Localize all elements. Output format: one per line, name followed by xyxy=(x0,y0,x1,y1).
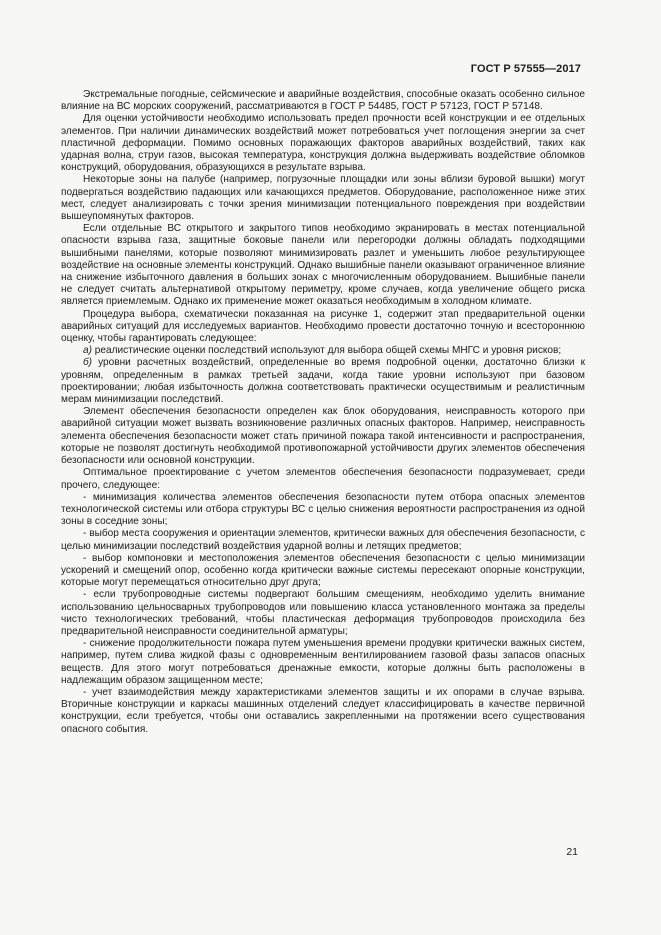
paragraph: Элемент обеспечения безопасности определен как блок оборудования, неисправность которого при аварийной ситуации может вызвать возникновение различных опасных факторов. Например, неисправность элемента обеспечения безопасности может стать причиной пожара такой интенсивности и распространения, которые не позволят достигнуть необходимой противопожарной устойчивости других элементов обеспечения безопасности или основной конструкции. xyxy=(61,406,585,467)
paragraph: Если отдельные ВС открытого и закрытого типов необходимо экранировать в местах потенциальной опасности взрыва газа, защитные боковые панели или перегородки должны обладать подходящими вышибными панелями, которые позволяют минимизировать разлет и уменьшить любое результирующее воздействие на основные элементы конструкций. Однако вышибные панели оказывают ограниченное влияние на снижение избыточного давления в больших зонах с многочисленным оборудованием. Вышибные панели не следует считать альтернативой открытому периметру, кроме случаев, когда увеличение общего риска является приемлемым. Однако их применение может оказаться необходимым в холодном климате. xyxy=(61,223,585,308)
paragraph: Для оценки устойчивости необходимо использовать предел прочности всей конструкции и ее отдельных элементов. При наличии динамических воздействий может потребоваться учет поглощения энергии за счет пластичной деформации. Помимо основных поражающих факторов аварийных воздействий, таких как ударная волна, струи газов, высокая температура, конструкция должна выдерживать воздействие обломков конструкций, оборудования, образующихся в результате взрыва. xyxy=(61,113,585,174)
paragraph: Процедура выбора, схематически показанная на рисунке 1, содержит этап предварительной оценки аварийных ситуаций для исследуемых вариантов. Необходимо провести достаточно точную и всестороннюю оценку, чтобы гарантировать следующее: xyxy=(61,308,585,345)
list-item-text: уровни расчетных воздействий, определенные во время подробной оценки, достаточно близки к уровням, определенным в рамках третьей задачи, когда такие уровни используют при базовом проектировании; любая избыточность должна соответствовать практически осуществимым и реалистичным мерам минимизации последствий. xyxy=(61,357,585,406)
dash-list-item: - выбор компоновки и местоположения элементов обеспечения безопасности с целью минимизации ускорений и смещений опор, особенно когда критически важные системы пересекают опорные конструкции, которые могут перемещаться относительно друг друга; xyxy=(61,552,585,589)
dash-list-item: - снижение продолжительности пожара путем уменьшения времени продувки критически важных систем, например, путем слива жидкой фазы с одновременным вентилированием газовой фазы запасов опасных веществ. Для этого могут потребоваться дренажные емкости, которые должны быть расположены в надлежащим образом защищенном месте; xyxy=(61,638,585,686)
dash-list-item: - если трубопроводные системы подвергают большим смещениям, необходимо уделить внимание использованию цельносварных трубопроводов или повышению класса установленного монтажа за пределы чисто технологических требований, чтобы пластическая деформация трубопроводов происходила без предварительной неисправности соединительной арматуры; xyxy=(61,589,585,637)
list-item-b xyxy=(61,357,585,406)
list-item-a xyxy=(61,345,585,357)
paragraph: Оптимальное проектирование с учетом элементов обеспечения безопасности подразумевает, среди прочего, следующее: xyxy=(61,467,585,491)
dash-list-item: - минимизация количества элементов обеспечения безопасности путем отбора опасных элементов технологической системы или отбора структуры ВС с целью снижения вероятности распространения из одной зоны в соседние зоны; xyxy=(61,491,585,528)
list-marker: а) xyxy=(83,345,92,357)
dash-list-item: - учет взаимодействия между характеристиками элементов защиты и их опорами в случае взрыва. Вторичные конструкции и каркасы машинных отделений следует классифицировать в качестве первичной конструкции, если требуется, чтобы они оставались закрепленными на протяжении всего существования опасного события. xyxy=(61,686,585,735)
page-number: 21 xyxy=(566,846,578,858)
dash-list-item: - выбор места сооружения и ориентации элементов, критически важных для обеспечения безопасности, с целью минимизации последствий воздействия ударной волны и летящих предметов; xyxy=(61,528,585,552)
standard-designation: ГОСТ Р 57555—2017 xyxy=(470,63,581,75)
paragraph: Экстремальные погодные, сейсмические и аварийные воздействия, способные оказать особенно сильное влияние на ВС морских сооружений, рассматриваются в ГОСТ Р 54485, ГОСТ Р 57123, ГОСТ Р 57148. xyxy=(61,89,585,113)
paragraph: Некоторые зоны на палубе (например, погрузочные площадки или зоны вблизи буровой вышки) могут подвергаться воздействию падающих или качающихся предметов. Оборудование, расположенное ниже этих мест, следует анализировать с точки зрения минимизации потенциального повреждения при воздействии вышеупомянутых факторов. xyxy=(61,174,585,223)
list-marker: б) xyxy=(83,357,93,369)
body-text xyxy=(61,89,585,736)
list-item-text: реалистические оценки последствий используют для выбора общей схемы МНГС и уровня рисков; xyxy=(91,345,562,357)
